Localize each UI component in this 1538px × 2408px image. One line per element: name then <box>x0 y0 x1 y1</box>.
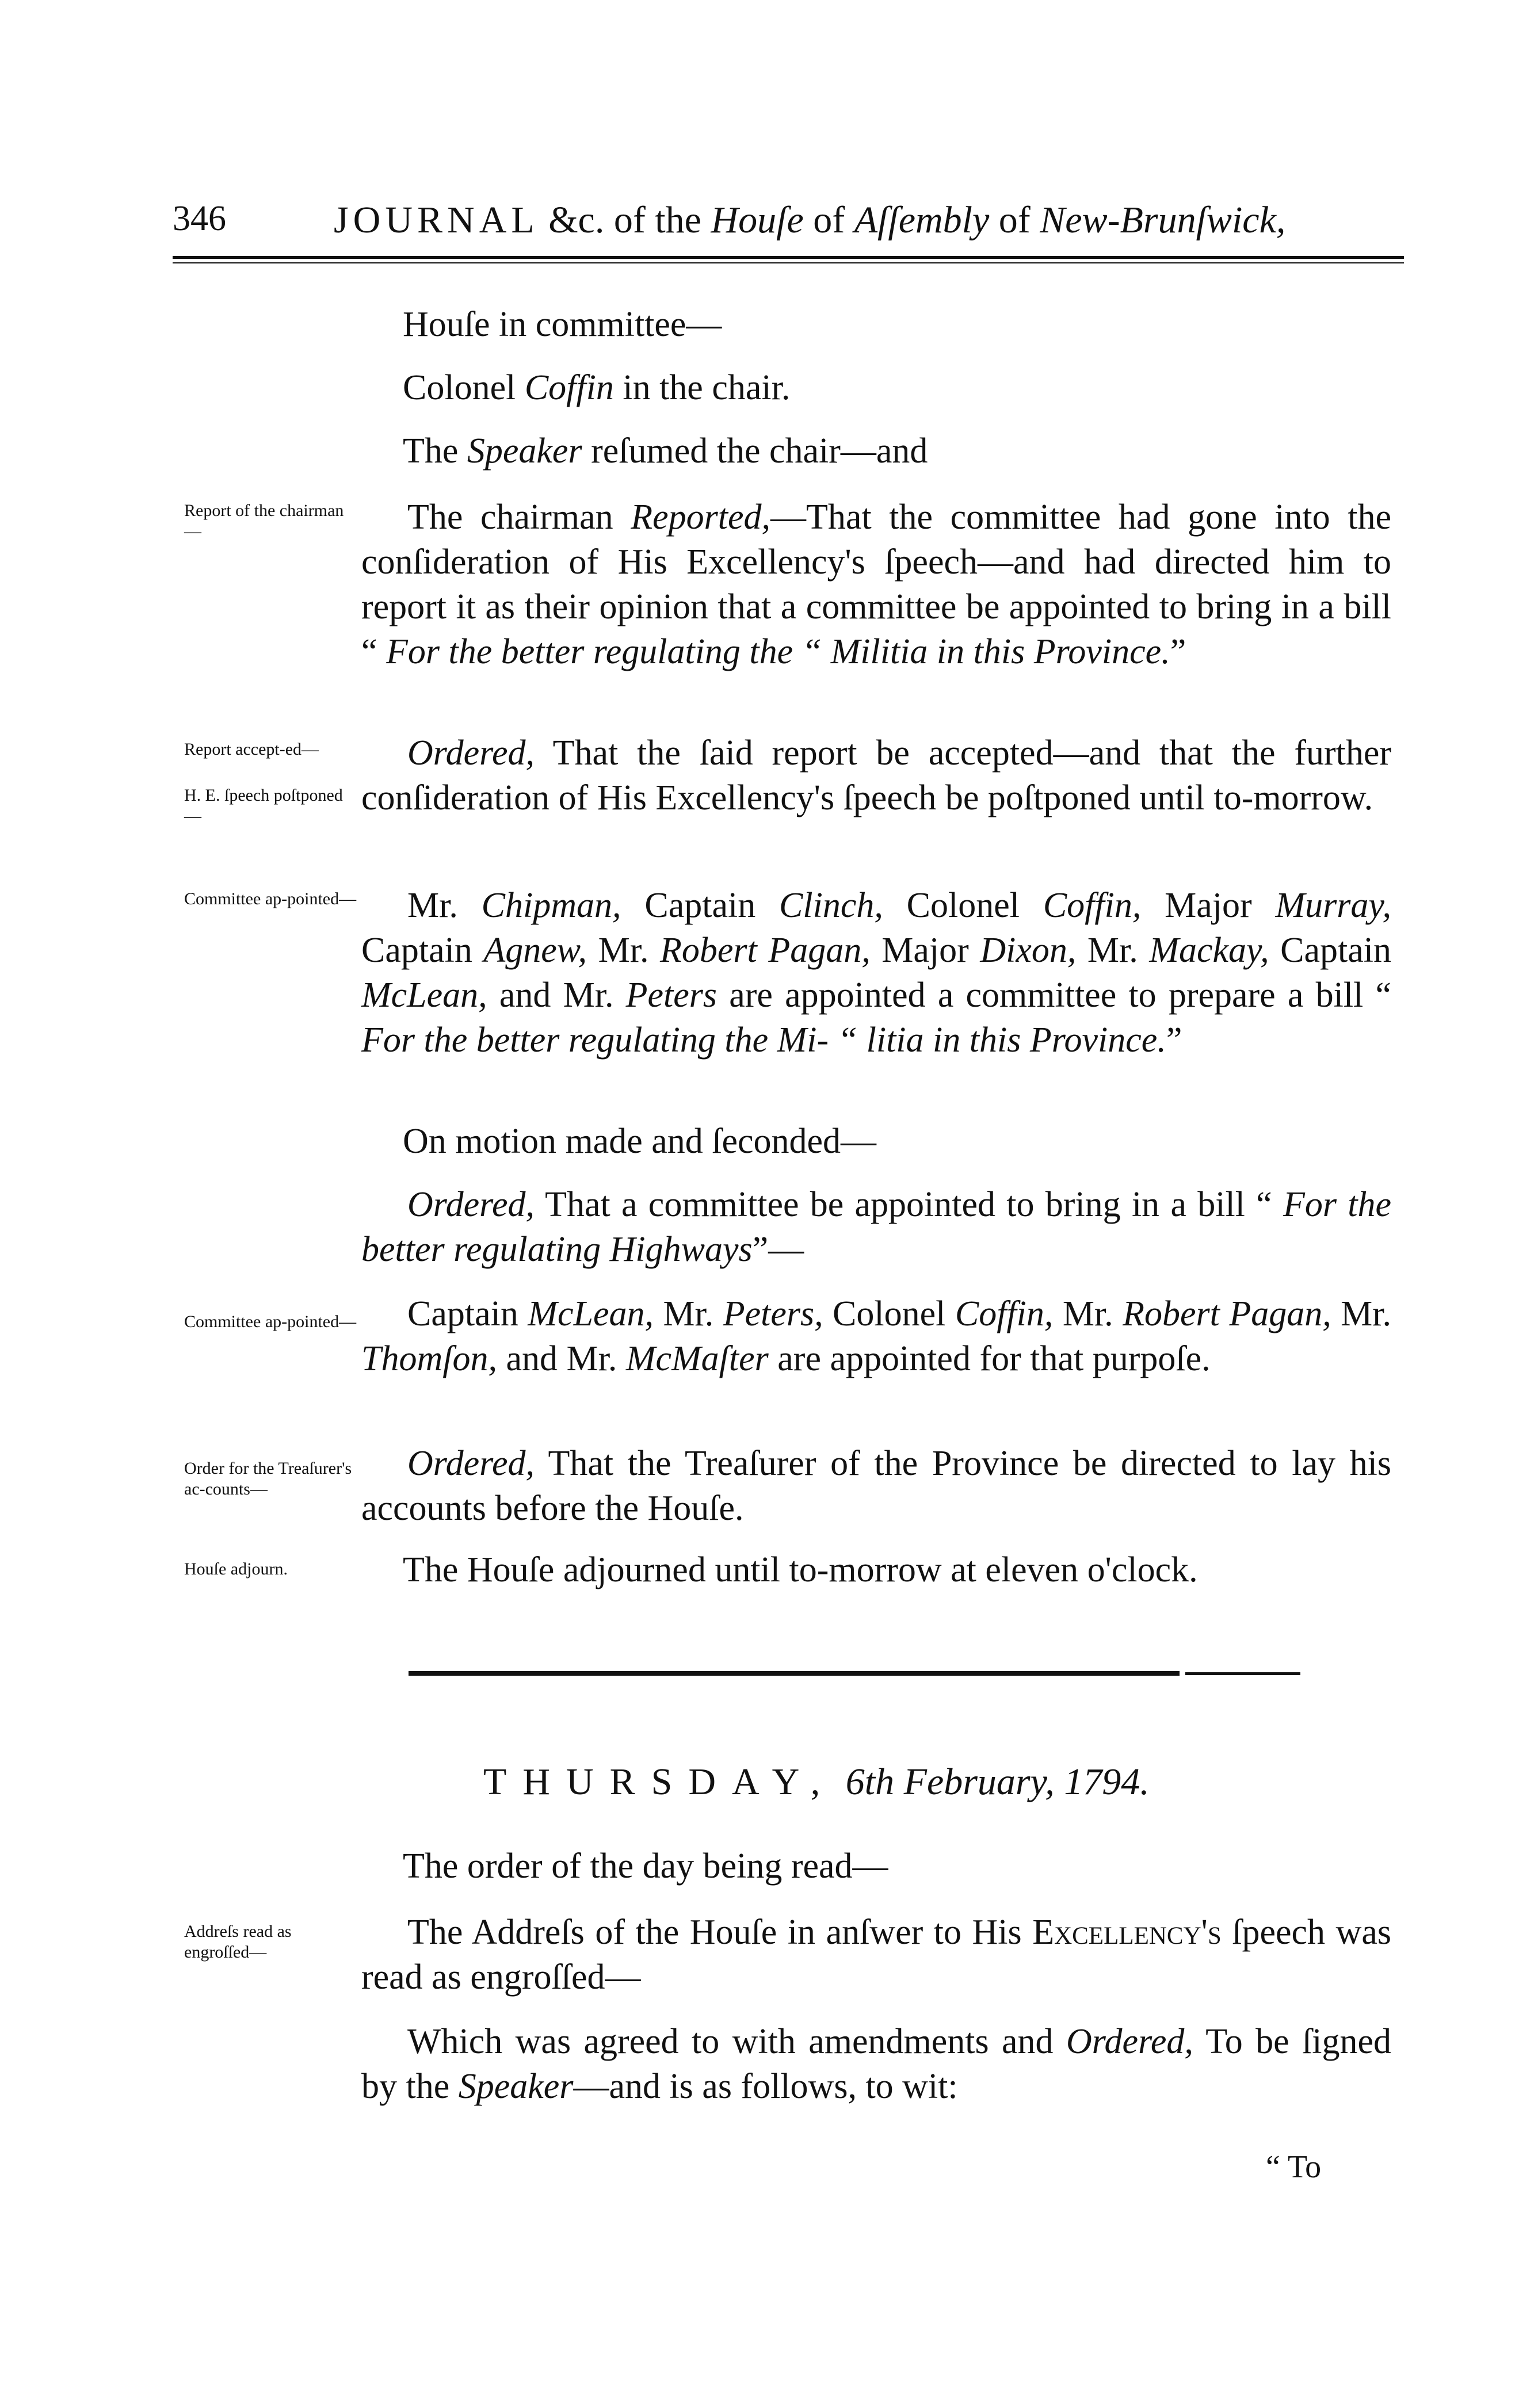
margin-note-address-engrossed: Addreſs read as engroſſed— <box>184 1922 292 1962</box>
paragraph-agreed-amendments: Which was agreed to with amendments and Ordered, To be ſigned by the Speaker—and is as follows, to wit: <box>361 2022 1392 2106</box>
paragraph-treasurer-order: Ordered, That the Treaſurer of the Province be directed to lay his accounts before the Houſe. <box>361 1444 1391 1528</box>
margin-note-committee-appointed-1: Committee ap-pointed— <box>184 889 357 908</box>
header-rule <box>173 256 1404 259</box>
line-colonel-in-chair: Colonel Coffin in the chair. <box>403 368 791 407</box>
margin-note-report-accepted: Report accept-ed— <box>184 740 319 759</box>
paragraph-highways-order: Ordered, That a committee be appointed to bring in a bill “ For the better regulating Highways”— <box>361 1185 1392 1269</box>
margin-note-report-chairman: Report of the chairman— <box>184 501 344 541</box>
margin-note-house-adjourn: Houſe adjourn. <box>184 1560 288 1578</box>
paragraph-chairman-report: The chairman Reported,—That the committee had gone into the conſideration of His Excellency's ſpeech—and had directed him to report it as their opinion that a committee be appointed to bring in a bill “ For the better regulating the “ Militia in this Province.” <box>361 498 1392 671</box>
margin-note-treasurer-accounts: Order for the Treaſurer's ac-counts— <box>184 1459 352 1499</box>
line-speaker-resumed: The Speaker reſumed the chair—and <box>403 431 928 471</box>
line-house-in-committee: Houſe in committee— <box>403 305 722 344</box>
line-motion-seconded: On motion made and ſeconded— <box>403 1122 877 1161</box>
margin-note-committee-appointed-2: Committee ap-pointed— <box>184 1312 357 1331</box>
line-house-adjourned: The Houſe adjourned until to-morrow at eleven o'clock. <box>403 1550 1198 1589</box>
section-divider-end <box>1185 1672 1300 1675</box>
running-head-title: JOURNAL &c. of the Houſe of Aſſembly of New-Brunſwick, <box>334 199 1286 241</box>
page-number: 346 <box>173 199 226 238</box>
paragraph-address-read: The Addreſs of the Houſe in anſwer to His Excellency's ſpeech was read as engroſſed— <box>361 1913 1392 1997</box>
margin-note-speech-postponed: H. E. ſpeech poſtponed— <box>184 786 343 825</box>
section-divider <box>409 1671 1180 1676</box>
paragraph-highways-committee: Captain McLean, Mr. Peters, Colonel Coffin, Mr. Robert Pagan, Mr. Thomſon, and Mr. McMaſter are appointed for that purpoſe. <box>361 1294 1392 1378</box>
day-heading: THURSDAY, 6th February, 1794. <box>483 1761 1150 1803</box>
catchword: “ To <box>1266 2149 1322 2185</box>
running-header <box>173 198 1404 250</box>
header-rule-thin <box>173 262 1404 263</box>
paragraph-report-accepted: Ordered, That the ſaid report be accepted—and that the further conſideration of His Excellency's ſpeech be poſtponed until to-morrow. <box>361 733 1391 817</box>
line-order-of-day: The order of the day being read— <box>403 1847 888 1886</box>
paragraph-militia-committee: Mr. Chipman, Captain Clinch, Colonel Coffin, Major Murray, Captain Agnew, Mr. Robert Pagan, Major Dixon, Mr. Mackay, Captain McLean, and Mr. Peters are appointed a committee to prepare a bill “ For the better regulating the Mi- “ litia in this Province.” <box>361 886 1392 1060</box>
